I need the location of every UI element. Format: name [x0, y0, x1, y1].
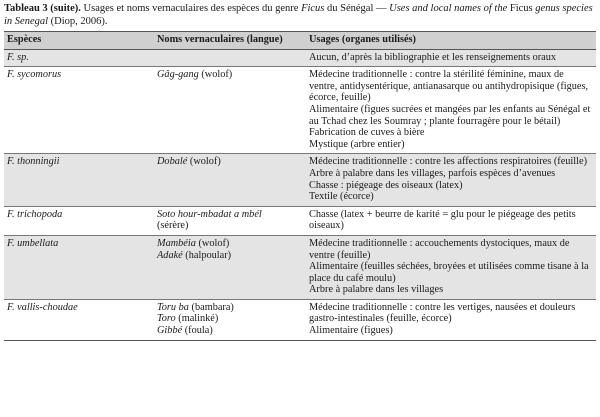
vernacular-name: Gibbé — [157, 325, 183, 337]
species-name: F. sycomorus — [7, 69, 62, 81]
uses-cell — [306, 154, 596, 206]
caption-genus-2: Ficus — [507, 3, 536, 14]
vernacular-names-cell — [154, 67, 306, 154]
species-cell — [4, 49, 154, 67]
table-row — [4, 67, 596, 154]
table-row — [4, 235, 596, 299]
caption-text-en-2: genus species in Senegal — [4, 3, 593, 27]
caption-source: (Diop, 2006). — [48, 15, 108, 27]
header-vernacular-names: Noms vernaculaires (langue) — [154, 32, 306, 50]
use-entry: Médecine traditionnelle : contre les vertiges, nausées et douleurs gastro-intestinales (feuille, écorce) — [309, 301, 576, 325]
uses-cell — [306, 49, 596, 67]
species-table — [4, 31, 596, 341]
use-entry: Alimentaire (figues sucrées et mangées par les enfants au Sénégal et au Tchad chez les Soumray ; plante fourragère pour le bétail) — [309, 103, 591, 127]
vernacular-names-cell — [154, 154, 306, 206]
vernacular-name: Soto hour-mbadat a mbél — [157, 208, 262, 220]
use-entry: Mystique (arbre entier) — [309, 138, 405, 150]
uses-cell — [306, 299, 596, 340]
table-row — [4, 299, 596, 340]
uses-cell — [306, 67, 596, 154]
header-species: Espèces — [4, 32, 154, 50]
use-entry: Médecine traditionnelle : contre les affections respiratoires (feuille) — [309, 156, 587, 168]
vernacular-name: Adaké — [157, 249, 183, 261]
language-label: (malinké) — [175, 313, 219, 325]
table-row — [4, 49, 596, 67]
language-label: (wolof) — [187, 156, 221, 168]
use-entry: Fabrication de cuves à bière — [309, 127, 425, 139]
vernacular-names-cell — [154, 299, 306, 340]
language-label: (sérère) — [157, 220, 189, 232]
vernacular-name-line — [157, 302, 304, 314]
vernacular-name: Toro — [157, 313, 176, 325]
species-cell — [4, 299, 154, 340]
use-entry: Aucun, d’après la bibliographie et les renseignements oraux — [309, 51, 557, 63]
caption-label: Tableau 3 (suite). — [4, 3, 81, 14]
table-row — [4, 154, 596, 206]
table-row — [4, 206, 596, 235]
use-entry: Arbre à palabre dans les villages — [309, 284, 444, 296]
use-entry: Alimentaire (feuilles séchées, broyées et utilisées comme tisane à la place du café moulu) — [309, 261, 589, 284]
caption-text-fr: Usages et noms vernaculaires des espèces du genre — [80, 3, 302, 14]
species-name: F. thonningii — [7, 156, 60, 168]
use-entry: Chasse : piégeage des oiseaux (latex) — [309, 179, 463, 191]
vernacular-name-line — [157, 156, 304, 168]
species-name: F. sp. — [7, 51, 29, 63]
species-cell — [4, 206, 154, 235]
vernacular-name: Gâg-gang — [157, 69, 199, 81]
vernacular-name-line — [157, 238, 304, 250]
use-entry: Alimentaire (figues) — [309, 325, 393, 337]
language-label: (wolof) — [198, 69, 233, 81]
use-entry: Chasse (latex + beurre de karité = glu pour le piégeage des petits oiseaux) — [309, 208, 576, 232]
language-label: (foula) — [182, 325, 213, 337]
table-body — [4, 49, 596, 340]
header-uses: Usages (organes utilisés) — [306, 32, 596, 50]
language-label: (bambara) — [188, 301, 234, 313]
language-label: (halpoular) — [182, 249, 232, 261]
vernacular-name-line — [157, 325, 304, 337]
use-entry: Médecine traditionnelle : accouchements dystociques, maux de ventre (feuille) — [309, 237, 570, 261]
vernacular-name-line — [157, 69, 304, 81]
use-entry: Arbre à palabre dans les villages, parfois espèces d’avenues — [309, 167, 556, 179]
species-cell — [4, 154, 154, 206]
vernacular-names-cell — [154, 206, 306, 235]
species-cell — [4, 67, 154, 154]
uses-cell — [306, 235, 596, 299]
vernacular-name-line — [157, 209, 304, 221]
vernacular-name: Mambéia — [157, 237, 196, 249]
species-name: F. vallis-choudae — [7, 301, 78, 313]
table-caption — [4, 3, 596, 28]
vernacular-name: Dobalé — [157, 156, 188, 168]
language-label: (wolof) — [195, 237, 230, 249]
vernacular-name-line — [157, 313, 304, 325]
caption-text-en: Uses and local names of the — [389, 3, 508, 14]
caption-genus: Ficus — [301, 3, 325, 14]
species-name: F. trichopoda — [7, 208, 63, 220]
caption-text-fr-2: du Sénégal — — [324, 3, 390, 14]
use-entry: Textile (écorce) — [309, 191, 374, 203]
uses-cell — [306, 206, 596, 235]
species-name: F. umbellata — [7, 237, 59, 249]
vernacular-names-cell — [154, 49, 306, 67]
table-header-row — [4, 32, 596, 50]
vernacular-name-line — [157, 250, 304, 262]
vernacular-names-cell — [154, 235, 306, 299]
species-cell — [4, 235, 154, 299]
vernacular-name: Toru ba — [157, 301, 189, 313]
use-entry: Médecine traditionnelle : contre la stérilité féminine, maux de ventre, antidysentérique, antianasarque ou antihydropisique (figues, écorce, feuille) — [309, 69, 589, 104]
vernacular-name-line — [157, 220, 304, 232]
